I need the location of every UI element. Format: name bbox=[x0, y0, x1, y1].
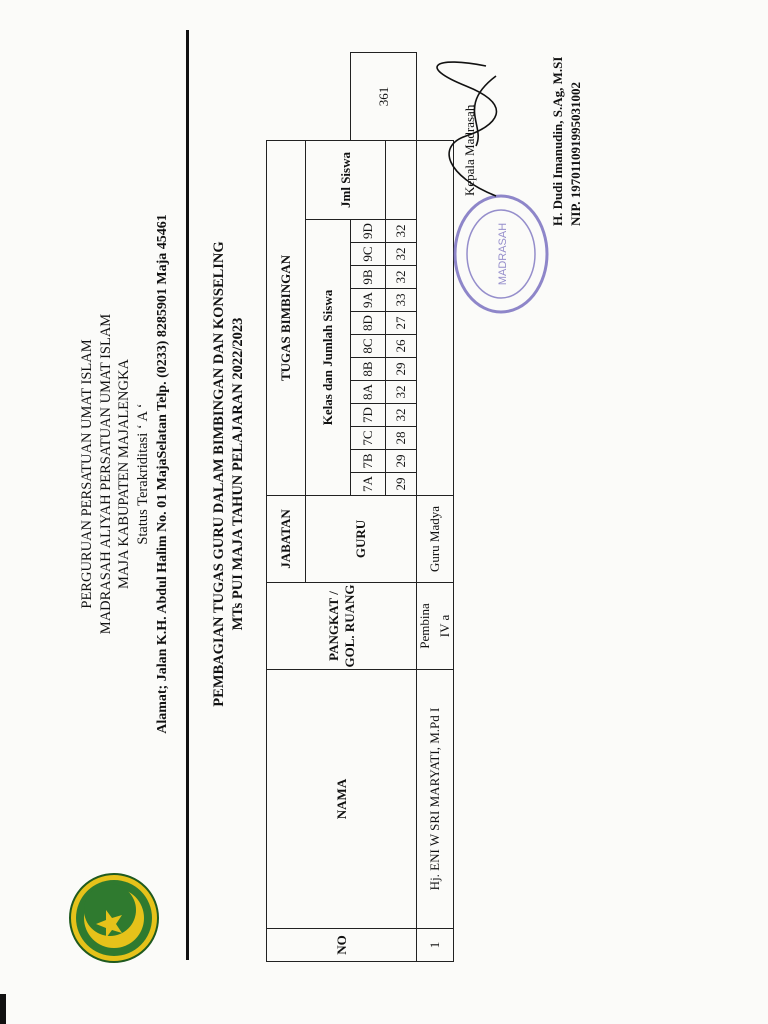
class-label-8a: 8A bbox=[351, 381, 386, 404]
class-label-7d: 7D bbox=[351, 404, 386, 427]
scan-corner-mark bbox=[0, 994, 6, 1024]
class-label-9a: 9A bbox=[351, 289, 386, 312]
class-count-7d: 32 bbox=[386, 404, 417, 427]
letterhead-line-3: MAJA KABUPATEN MAJALENGKA bbox=[116, 359, 133, 589]
class-count-9a: 33 bbox=[386, 289, 417, 312]
class-count-7a: 29 bbox=[386, 473, 417, 496]
header-jml-siswa: Jml Siswa bbox=[306, 141, 386, 220]
signature-title: Kepala Madrasah bbox=[462, 104, 477, 196]
header-jabatan: JABATAN bbox=[267, 496, 306, 583]
teacher-pangkat bbox=[417, 583, 454, 670]
class-label-7c: 7C bbox=[351, 427, 386, 450]
signature-block bbox=[446, 56, 606, 316]
teacher-golongan: IV a bbox=[437, 614, 452, 638]
class-label-7b: 7B bbox=[351, 450, 386, 473]
letterhead-line-4: Status Terakriditasi ‘ A ‘ bbox=[134, 403, 151, 545]
teacher-jabatan: Guru Madya bbox=[417, 496, 454, 583]
class-label-8c: 8C bbox=[351, 335, 386, 358]
class-count-8d: 27 bbox=[386, 312, 417, 335]
class-label-9c: 9C bbox=[351, 243, 386, 266]
title-line-1: PEMBAGIAN TUGAS GURU DALAM BIMBINGAN DAN KONSELING bbox=[211, 241, 227, 707]
school-logo-icon bbox=[68, 872, 160, 964]
class-count-9b: 32 bbox=[386, 266, 417, 289]
class-count-8b: 29 bbox=[386, 358, 417, 381]
title-line-2: MTs PUI MAJA TAHUN PELAJARAN 2022/2023 bbox=[229, 317, 246, 631]
letterhead-line-2: MADRASAH ALIYAH PERSATUAN UMAT ISLAM bbox=[97, 313, 114, 635]
signer-nip: NIP. 197011091995031002 bbox=[568, 82, 583, 226]
letterhead-line-1: PERGURUAN PERSATUAN UMAT ISLAM bbox=[79, 339, 95, 609]
class-count-8c: 26 bbox=[386, 335, 417, 358]
stamp-text: MADRASAH bbox=[497, 222, 509, 286]
header-no: NO bbox=[267, 929, 417, 962]
letterhead-address: Alamat; Jalan K.H. Abdul Halim No. 01 MajaSelatan Telp. (0233) 8285901 Maja 45461 bbox=[155, 214, 171, 734]
document-title bbox=[210, 84, 248, 864]
teacher-pangkat-label: Pembina bbox=[417, 603, 432, 649]
class-label-7a: 7A bbox=[351, 473, 386, 496]
row-number: 1 bbox=[417, 929, 454, 962]
header-tugas-bimbingan: TUGAS BIMBINGAN bbox=[267, 141, 306, 496]
letterhead-divider bbox=[186, 30, 189, 960]
signer-name: H. Dudi Imanudin, S.Ag, M.SI bbox=[550, 56, 565, 226]
header-guru: GURU bbox=[306, 496, 417, 583]
class-count-9d: 32 bbox=[386, 220, 417, 243]
class-count-7c: 28 bbox=[386, 427, 417, 450]
class-count-9c: 32 bbox=[386, 243, 417, 266]
class-label-9b: 9B bbox=[351, 266, 386, 289]
class-label-8d: 8D bbox=[351, 312, 386, 335]
class-count-7b: 29 bbox=[386, 450, 417, 473]
header-pangkat: PANGKAT / GOL. RUANG bbox=[267, 583, 417, 670]
class-label-9d: 9D bbox=[351, 220, 386, 243]
class-count-8a: 32 bbox=[386, 381, 417, 404]
header-nama: NAMA bbox=[267, 670, 417, 929]
header-kelas-jumlah: Kelas dan Jumlah Siswa bbox=[306, 220, 351, 496]
total-students-cell: 361 bbox=[351, 53, 417, 141]
teacher-name: Hj. ENI W SRI MARYATI, M.Pd I bbox=[417, 670, 454, 929]
letterhead bbox=[78, 84, 172, 864]
class-label-8b: 8B bbox=[351, 358, 386, 381]
